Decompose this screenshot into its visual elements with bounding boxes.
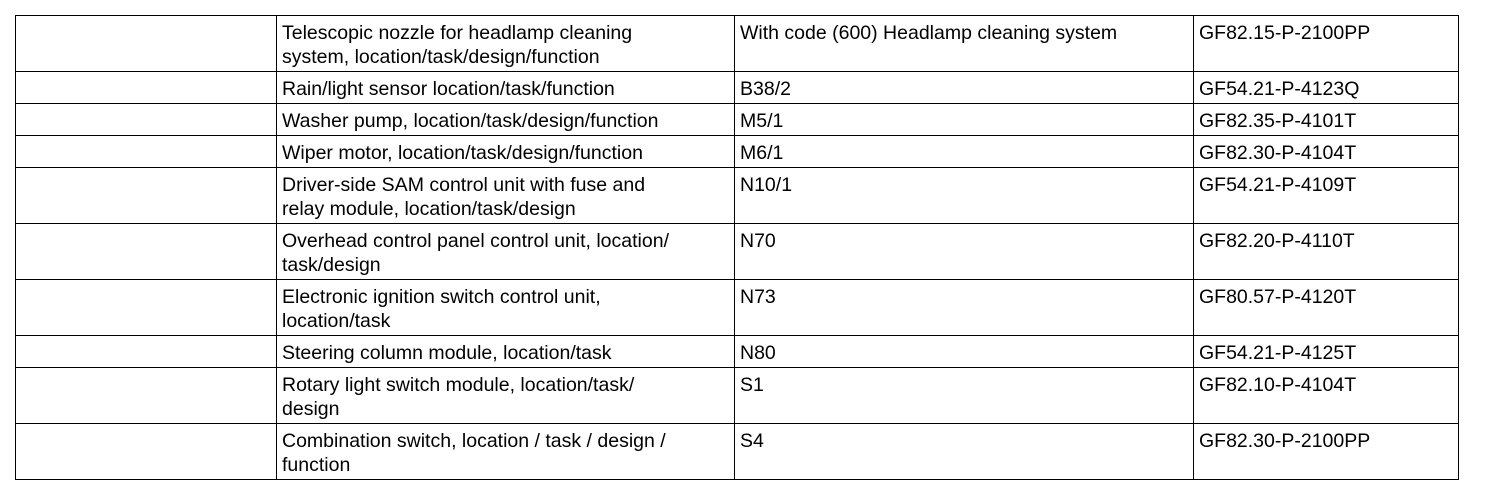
empty-cell	[16, 424, 277, 480]
table-row	[16, 136, 1459, 168]
document-number-cell: GF82.15-P-2100PP	[1194, 16, 1459, 72]
description-cell	[277, 168, 735, 224]
description-line: Overhead control panel control unit, location/	[282, 230, 669, 252]
table-row	[16, 336, 1459, 368]
reference-table	[15, 15, 1459, 480]
component-code-cell: With code (600) Headlamp cleaning system	[735, 16, 1194, 72]
description-cell	[277, 16, 735, 72]
document-number-cell: GF82.10-P-4104T	[1194, 368, 1459, 424]
description-line: Combination switch, location / task / design /	[282, 430, 666, 452]
description-cell	[277, 368, 735, 424]
component-code-cell: S4	[735, 424, 1194, 480]
description-line: Electronic ignition switch control unit,	[282, 286, 601, 308]
component-code-cell: N80	[735, 336, 1194, 368]
description-cell	[277, 136, 735, 168]
description-line: relay module, location/task/design	[282, 198, 576, 220]
description-cell	[277, 104, 735, 136]
description-cell	[277, 424, 735, 480]
document-number-cell: GF82.30-P-4104T	[1194, 136, 1459, 168]
table-row	[16, 104, 1459, 136]
component-code-cell: N10/1	[735, 168, 1194, 224]
component-code-cell: M5/1	[735, 104, 1194, 136]
description-line: Wiper motor, location/task/design/function	[282, 142, 643, 164]
table-row	[16, 280, 1459, 336]
component-code-cell: N73	[735, 280, 1194, 336]
component-code-cell: M6/1	[735, 136, 1194, 168]
description-cell	[277, 336, 735, 368]
empty-cell	[16, 104, 277, 136]
document-number-cell: GF54.21-P-4109T	[1194, 168, 1459, 224]
description-line: design	[282, 398, 340, 420]
document-number-cell: GF82.20-P-4110T	[1194, 224, 1459, 280]
table-row	[16, 72, 1459, 104]
description-line: location/task	[282, 310, 391, 332]
table-row	[16, 368, 1459, 424]
description-line: Driver-side SAM control unit with fuse and	[282, 174, 646, 196]
component-code-cell: N70	[735, 224, 1194, 280]
table-row	[16, 424, 1459, 480]
description-line: Steering column module, location/task	[282, 342, 612, 364]
empty-cell	[16, 136, 277, 168]
document-number-cell: GF80.57-P-4120T	[1194, 280, 1459, 336]
empty-cell	[16, 72, 277, 104]
description-line: system, location/task/design/function	[282, 46, 600, 68]
description-cell	[277, 280, 735, 336]
table-row	[16, 224, 1459, 280]
component-code-cell: S1	[735, 368, 1194, 424]
document-number-cell: GF82.30-P-2100PP	[1194, 424, 1459, 480]
empty-cell	[16, 336, 277, 368]
empty-cell	[16, 224, 277, 280]
description-line: task/design	[282, 254, 381, 276]
empty-cell	[16, 168, 277, 224]
description-line: Rain/light sensor location/task/function	[282, 78, 615, 100]
document-number-cell: GF82.35-P-4101T	[1194, 104, 1459, 136]
description-line: Rotary light switch module, location/task/	[282, 374, 635, 396]
empty-cell	[16, 368, 277, 424]
document-number-cell: GF54.21-P-4123Q	[1194, 72, 1459, 104]
table-row	[16, 16, 1459, 72]
description-line: Telescopic nozzle for headlamp cleaning	[282, 22, 633, 44]
empty-cell	[16, 16, 277, 72]
empty-cell	[16, 280, 277, 336]
description-line: Washer pump, location/task/design/function	[282, 110, 659, 132]
table-row	[16, 168, 1459, 224]
description-line: function	[282, 454, 351, 476]
component-code-cell: B38/2	[735, 72, 1194, 104]
description-cell	[277, 224, 735, 280]
description-cell	[277, 72, 735, 104]
document-number-cell: GF54.21-P-4125T	[1194, 336, 1459, 368]
